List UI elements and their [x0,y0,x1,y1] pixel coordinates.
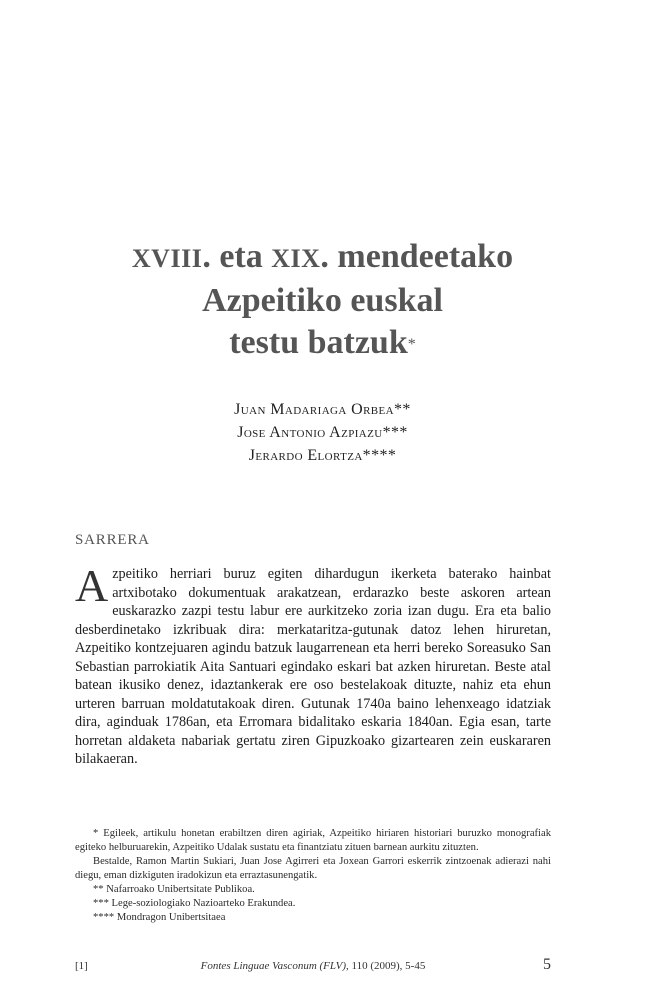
title-line-1 [0,236,645,280]
title-footnote-mark: * [407,336,416,353]
footnote: Bestalde, Ramon Martin Sukiari, Juan Jose Agirreri eta Joxean Garrori eskerrik zintzoenak adierazi nahi diegu, eman dizkiguten iradokizun eta erraztasunengatik. [75,856,551,881]
page-number: 5 [543,956,551,973]
title-line-3 [0,322,645,364]
title-line-2: Azpeitiko euskal [202,282,443,319]
body-paragraph [75,560,551,769]
title-roman-numeral-19: XIX [271,244,321,273]
title-line-3-text: testu batzuk [229,324,408,361]
footnote: *** Lege-soziologiako Nazioarteko Erakundea. [93,898,296,909]
section-heading: SARRERA [75,532,150,548]
author-name: Juan Madariaga Orbea** [234,401,411,418]
author-name: Jerardo Elortza**** [248,447,397,464]
title-roman-numeral-18: XVIII [131,244,203,273]
author-name: Jose Antonio Azpiazu*** [237,424,408,441]
footer-journal-name: Fontes Linguae Vasconum (FLV) [200,960,346,972]
title-connector: . eta [202,238,272,275]
footnote: ** Nafarroako Unibertsitate Publikoa. [93,884,255,895]
title-line-1-end: . mendeetako [320,238,514,275]
footer-citation [75,960,551,972]
drop-cap: A [75,560,109,611]
footnote: * Egileek, artikulu honetan erabiltzen diren agiriak, Azpeitiko hiriaren historiari buruzko monografiak egiteko helburuarekin, Azpeitiko Udalak sustatu eta finantziatu zituen barnean aurkitu zituzten. [75,828,551,853]
author-list [0,398,645,467]
footer-volume-info: , 110 (2009), 5-45 [345,960,426,972]
footnote: **** Mondragon Unibertsitaea [93,912,226,923]
footer-page-reference: [1] [75,960,88,972]
article-title [0,236,645,364]
body-paragraph-text: zpeitiko herriari buruz egiten dihardugun ikerketa baterako hainbat artxibotako dokumentuak arakatzean, erdarazko beste askoren artean euskarazko zazpi testu labur ere aurkitzeko zoria izan dugu. Era eta balio desberdinetako izkribuak dira: merkataritza-gutunak datoz lehen hiruretan, Azpeitiko kontzejuaren agindu batzuk laugarrenean eta herri bereko Soreasuko San Sebastian parrokiatik Aita Santuari egindako eskari bat azken hiruretan. Beste atal batean ikusiko denez, idaztankerak ere oso bestelakoak dituzte, nahiz eta ehun urteren barruan moldatutakoak diren. Gutunak 1740a baino lehenxeago idatziak dira, aginduak 1786an, eta Erromara bidalitako eskaria 1840an. Egia esan, tarte horretan aldaketa nabariak gertatu ziren Gipuzkoako gizartearen zein euskararen bilakaeran. [75,566,551,767]
footnotes [75,827,551,925]
